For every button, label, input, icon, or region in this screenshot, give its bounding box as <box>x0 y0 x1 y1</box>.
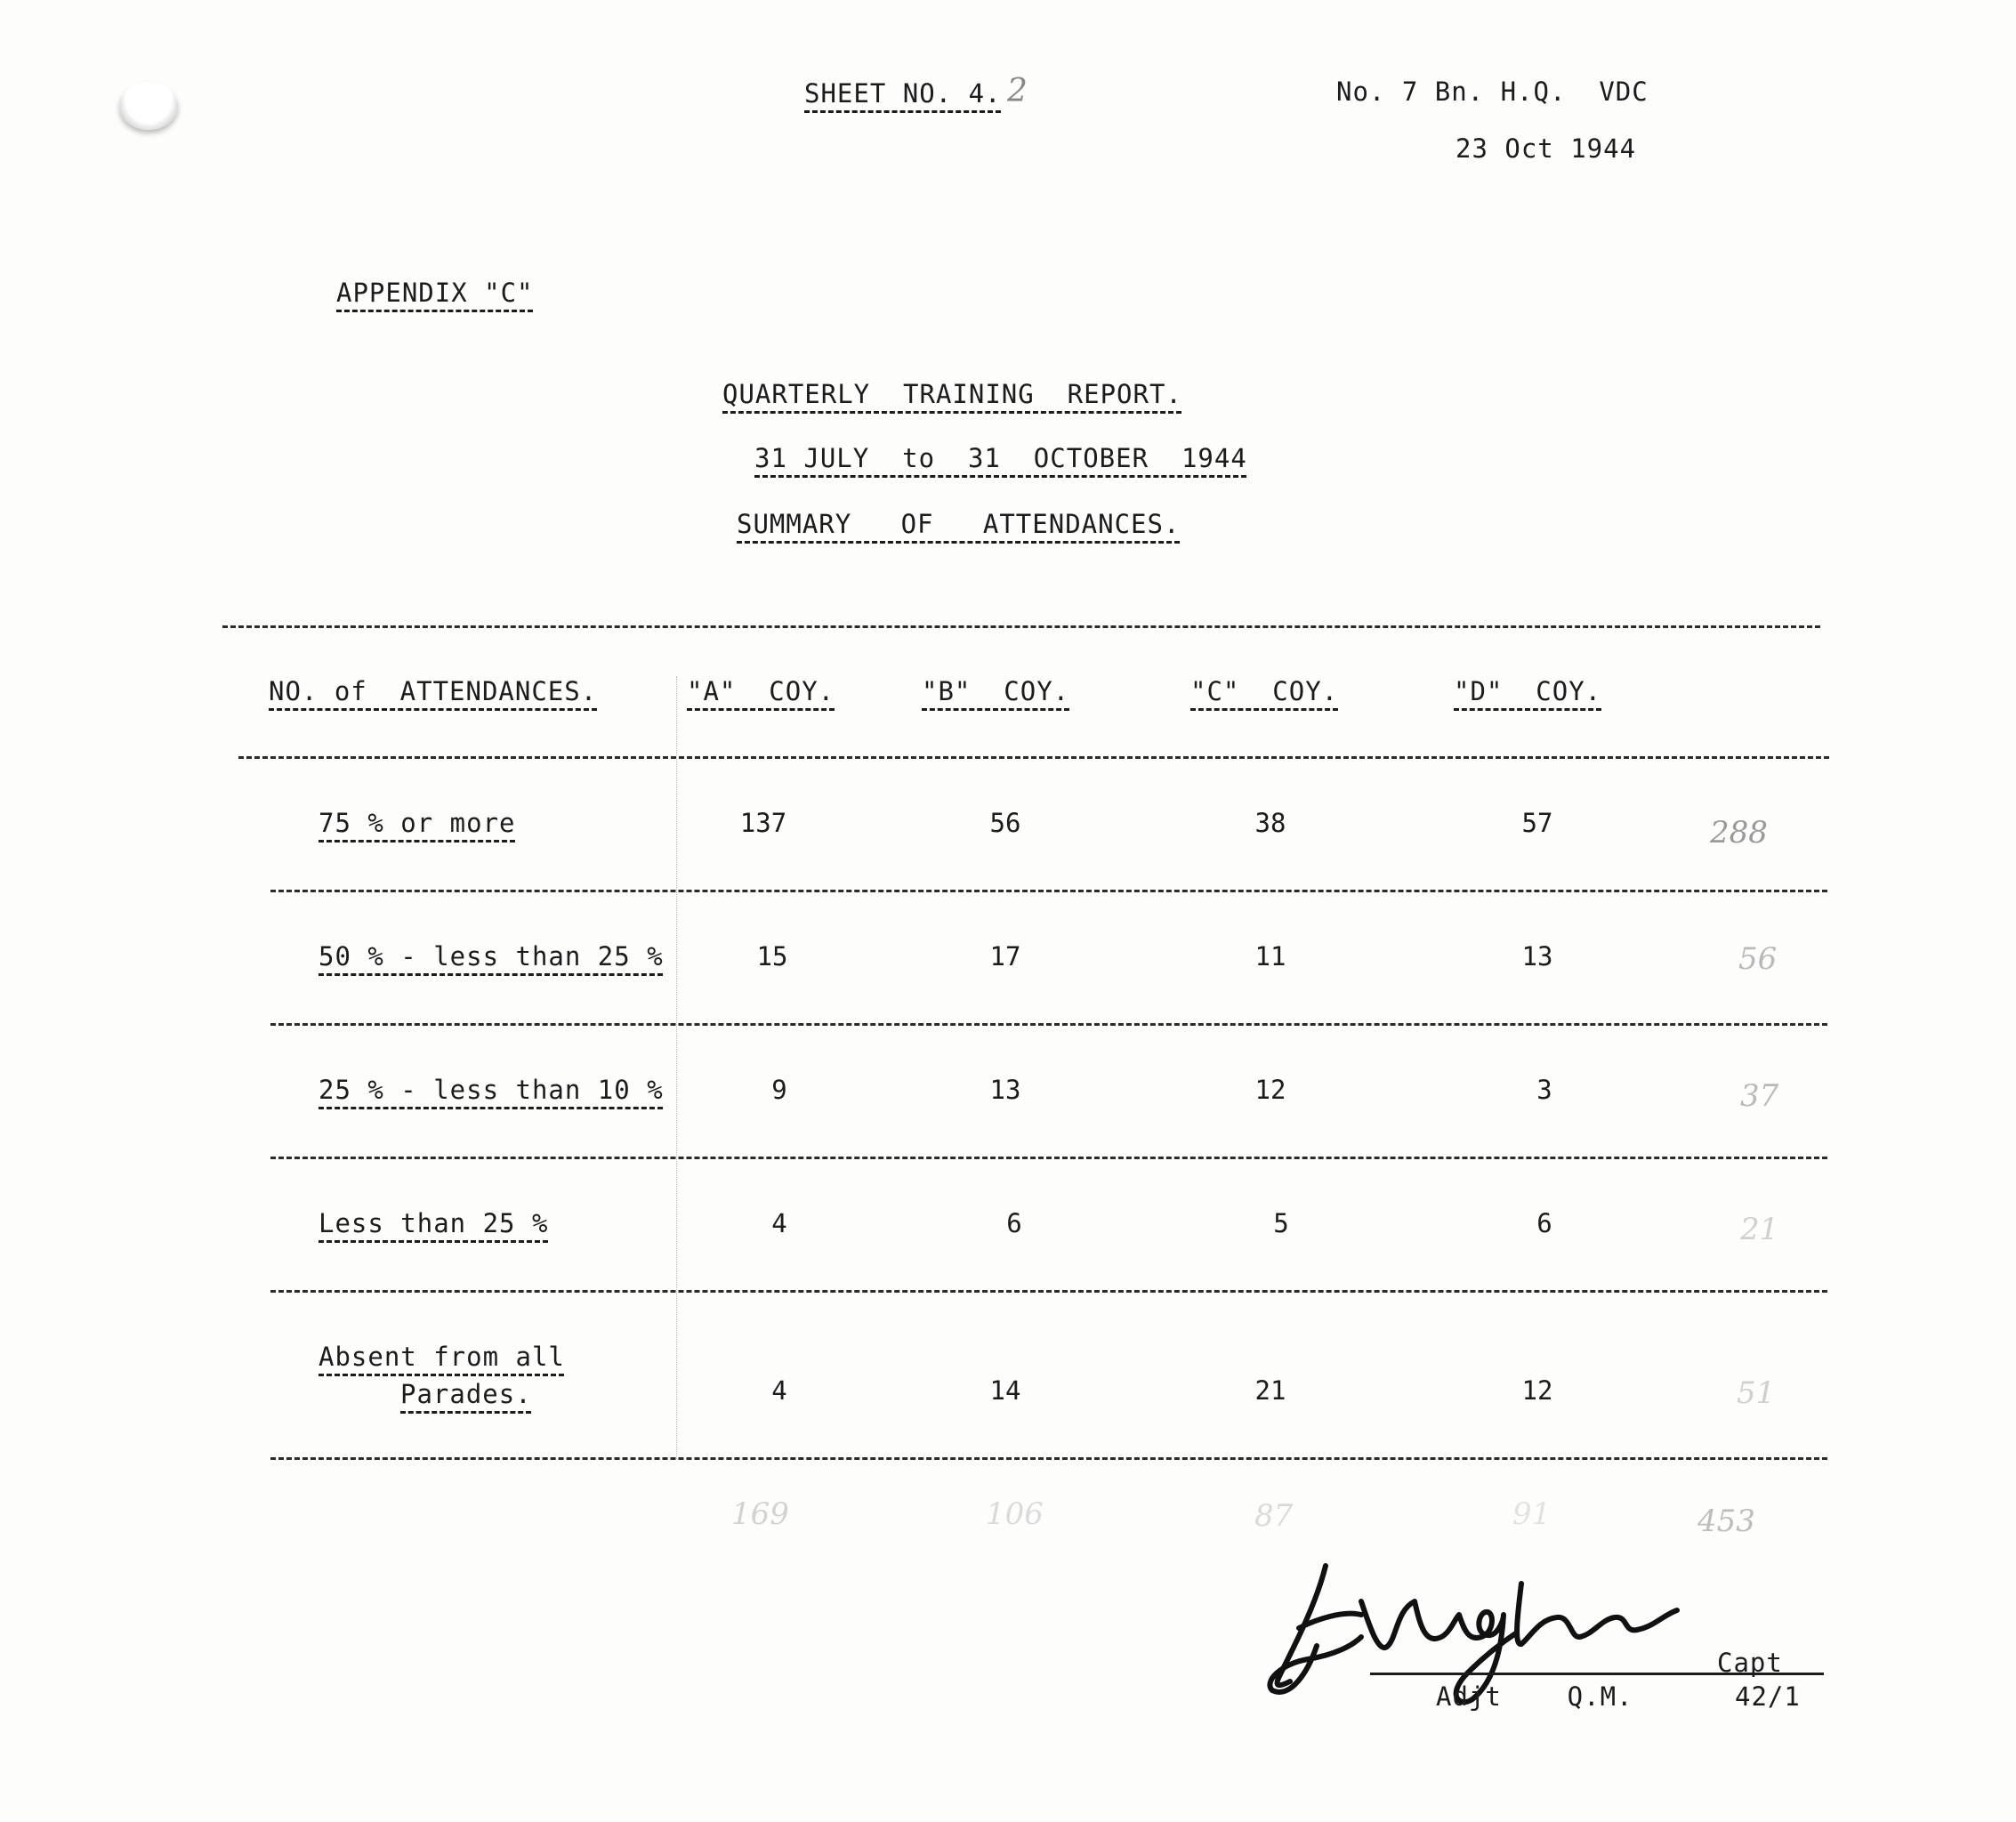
row-rule <box>270 1290 1827 1293</box>
signatory-role: Adjt Q.M. <box>1436 1681 1633 1712</box>
handwritten-row-total: 56 <box>1738 941 1778 977</box>
cell-d-coy: 6 <box>1536 1208 1552 1238</box>
table-top-rule <box>222 625 1820 628</box>
row-label: 75 % or more <box>319 808 516 838</box>
sheet-number-label: SHEET NO. 4. <box>804 78 1002 109</box>
document-reference: 42/1 <box>1735 1681 1801 1712</box>
appendix-label: APPENDIX "C" <box>336 278 534 308</box>
sheet-number-handwritten: 2 <box>1007 73 1028 109</box>
cell-a-coy: 9 <box>771 1075 787 1105</box>
unit-heading: No. 7 Bn. H.Q. VDC <box>1336 77 1649 107</box>
handwritten-column-total: 91 <box>1512 1496 1552 1532</box>
handwritten-row-total: 21 <box>1740 1212 1779 1247</box>
header-rule <box>238 756 1829 759</box>
handwritten-column-total: 106 <box>986 1496 1044 1532</box>
handwritten-column-total: 169 <box>731 1496 789 1532</box>
cell-b-coy: 14 <box>989 1375 1021 1406</box>
handwritten-row-total: 51 <box>1737 1375 1776 1411</box>
report-subtitle: SUMMARY OF ATTENDANCES. <box>737 509 1181 539</box>
table-bottom-rule <box>270 1457 1827 1460</box>
row-rule <box>270 1023 1827 1026</box>
handwritten-column-total: 87 <box>1254 1498 1294 1534</box>
header-b-coy: "B" COY. <box>922 676 1070 706</box>
row-label: Less than 25 % <box>319 1208 549 1238</box>
cell-a-coy: 15 <box>756 941 788 971</box>
cell-c-coy: 5 <box>1273 1208 1289 1238</box>
row-label: 50 % - less than 25 % <box>319 941 664 971</box>
column-guide <box>676 676 677 1459</box>
handwritten-row-total: 37 <box>1740 1078 1779 1114</box>
cell-a-coy: 137 <box>739 808 787 838</box>
cell-b-coy: 56 <box>989 808 1021 838</box>
cell-d-coy: 13 <box>1521 941 1553 971</box>
header-attendances: NO. of ATTENDANCES. <box>269 676 598 706</box>
cell-c-coy: 12 <box>1254 1075 1286 1105</box>
report-title: QUARTERLY TRAINING REPORT. <box>722 379 1182 409</box>
cell-d-coy: 57 <box>1521 808 1553 838</box>
cell-b-coy: 13 <box>989 1075 1021 1105</box>
row-rule <box>270 1157 1827 1159</box>
cell-b-coy: 6 <box>1006 1208 1022 1238</box>
cell-a-coy: 4 <box>771 1208 787 1238</box>
header-d-coy: "D" COY. <box>1454 676 1602 706</box>
handwritten-grand-total: 453 <box>1697 1504 1755 1539</box>
cell-d-coy: 12 <box>1521 1375 1553 1406</box>
signature-rule <box>1370 1673 1824 1675</box>
cell-d-coy: 3 <box>1536 1075 1552 1105</box>
report-date: 23 Oct 1944 <box>1456 133 1637 164</box>
punch-hole <box>119 82 178 130</box>
row-label-continued: Parades. <box>400 1379 532 1409</box>
row-label: Absent from all <box>319 1342 565 1372</box>
row-label: 25 % - less than 10 % <box>319 1075 664 1105</box>
cell-c-coy: 21 <box>1254 1375 1286 1406</box>
cell-c-coy: 11 <box>1254 941 1286 971</box>
cell-b-coy: 17 <box>989 941 1021 971</box>
header-a-coy: "A" COY. <box>687 676 835 706</box>
cell-c-coy: 38 <box>1254 808 1286 838</box>
handwritten-row-total: 288 <box>1710 815 1768 851</box>
report-period: 31 JULY to 31 OCTOBER 1944 <box>754 443 1247 473</box>
cell-a-coy: 4 <box>771 1375 787 1406</box>
row-rule <box>270 890 1827 892</box>
header-c-coy: "C" COY. <box>1190 676 1339 706</box>
signatory-rank: Capt <box>1717 1648 1783 1678</box>
